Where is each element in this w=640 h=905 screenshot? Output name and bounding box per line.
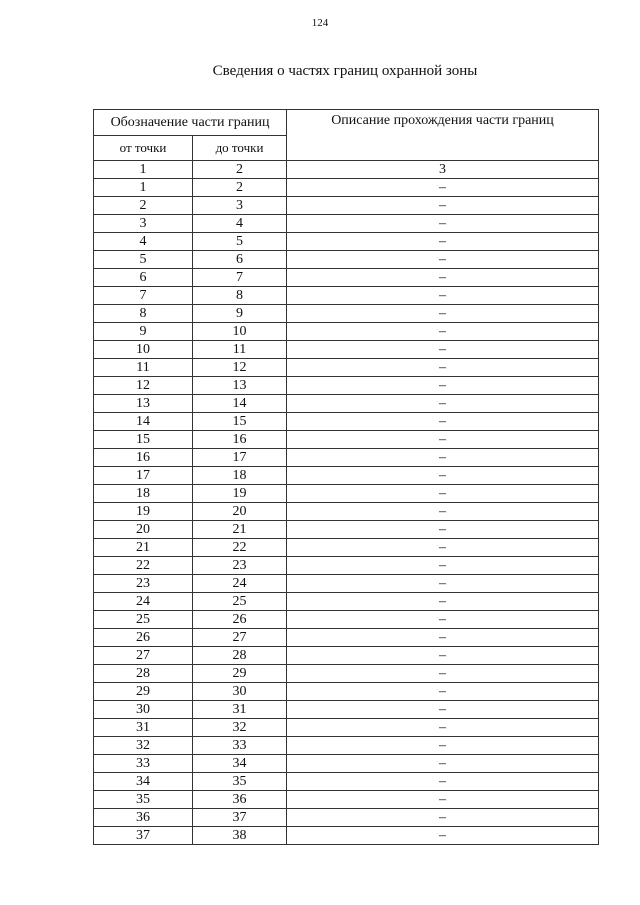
- cell-to-point: 16: [193, 431, 287, 449]
- cell-from-point: 4: [94, 233, 193, 251]
- cell-to-point: 21: [193, 521, 287, 539]
- table-row: [94, 593, 599, 611]
- table-row: [94, 431, 599, 449]
- cell-to-point: 27: [193, 629, 287, 647]
- header-from-point: от точки: [94, 136, 193, 161]
- table-row: [94, 557, 599, 575]
- cell-from-point: 2: [94, 197, 193, 215]
- cell-description: –: [287, 521, 599, 539]
- cell-to-point: 12: [193, 359, 287, 377]
- table-row: [94, 611, 599, 629]
- cell-from-point: 26: [94, 629, 193, 647]
- cell-to-point: 5: [193, 233, 287, 251]
- cell-description: –: [287, 233, 599, 251]
- table-row: [94, 503, 599, 521]
- table-row: [94, 737, 599, 755]
- cell-description: –: [287, 395, 599, 413]
- table-row: [94, 449, 599, 467]
- cell-to-point: 10: [193, 323, 287, 341]
- cell-from-point: 8: [94, 305, 193, 323]
- cell-description: –: [287, 539, 599, 557]
- table-row: [94, 467, 599, 485]
- cell-description: –: [287, 413, 599, 431]
- cell-to-point: 4: [193, 215, 287, 233]
- cell-from-point: 20: [94, 521, 193, 539]
- cell-description: –: [287, 737, 599, 755]
- column-number: 2: [193, 161, 287, 179]
- cell-to-point: 36: [193, 791, 287, 809]
- table-row: [94, 719, 599, 737]
- cell-to-point: 31: [193, 701, 287, 719]
- cell-description: –: [287, 197, 599, 215]
- table-row: [94, 791, 599, 809]
- table-row: [94, 251, 599, 269]
- table-row: [94, 809, 599, 827]
- cell-to-point: 14: [193, 395, 287, 413]
- boundary-parts-table: [93, 109, 599, 845]
- cell-description: –: [287, 827, 599, 845]
- cell-description: –: [287, 683, 599, 701]
- table-row: [94, 395, 599, 413]
- cell-description: –: [287, 359, 599, 377]
- cell-from-point: 18: [94, 485, 193, 503]
- cell-from-point: 31: [94, 719, 193, 737]
- table-row: [94, 575, 599, 593]
- cell-from-point: 37: [94, 827, 193, 845]
- cell-from-point: 1: [94, 179, 193, 197]
- cell-description: –: [287, 179, 599, 197]
- cell-from-point: 24: [94, 593, 193, 611]
- cell-from-point: 19: [94, 503, 193, 521]
- cell-from-point: 22: [94, 557, 193, 575]
- cell-from-point: 7: [94, 287, 193, 305]
- cell-from-point: 35: [94, 791, 193, 809]
- table-row: [94, 305, 599, 323]
- cell-from-point: 5: [94, 251, 193, 269]
- document-title: Сведения о частях границ охранной зоны: [212, 63, 478, 79]
- cell-to-point: 24: [193, 575, 287, 593]
- cell-description: –: [287, 593, 599, 611]
- table-row: [94, 377, 599, 395]
- cell-description: –: [287, 269, 599, 287]
- cell-description: –: [287, 629, 599, 647]
- cell-description: –: [287, 485, 599, 503]
- cell-from-point: 25: [94, 611, 193, 629]
- cell-description: –: [287, 701, 599, 719]
- table-row: [94, 413, 599, 431]
- cell-to-point: 29: [193, 665, 287, 683]
- cell-description: –: [287, 665, 599, 683]
- table-row: [94, 215, 599, 233]
- cell-from-point: 16: [94, 449, 193, 467]
- cell-to-point: 32: [193, 719, 287, 737]
- cell-to-point: 18: [193, 467, 287, 485]
- cell-description: –: [287, 503, 599, 521]
- cell-from-point: 36: [94, 809, 193, 827]
- cell-to-point: 15: [193, 413, 287, 431]
- cell-description: –: [287, 341, 599, 359]
- table-row: [94, 287, 599, 305]
- cell-description: –: [287, 719, 599, 737]
- cell-from-point: 9: [94, 323, 193, 341]
- table-row: [94, 197, 599, 215]
- cell-to-point: 35: [193, 773, 287, 791]
- cell-from-point: 28: [94, 665, 193, 683]
- cell-description: –: [287, 287, 599, 305]
- header-to-point: до точки: [193, 136, 287, 161]
- cell-from-point: 30: [94, 701, 193, 719]
- table-row: [94, 773, 599, 791]
- table-row: [94, 827, 599, 845]
- cell-from-point: 32: [94, 737, 193, 755]
- cell-to-point: 17: [193, 449, 287, 467]
- cell-from-point: 10: [94, 341, 193, 359]
- column-number: 3: [287, 161, 599, 179]
- cell-to-point: 8: [193, 287, 287, 305]
- cell-to-point: 30: [193, 683, 287, 701]
- cell-from-point: 33: [94, 755, 193, 773]
- cell-to-point: 38: [193, 827, 287, 845]
- table-row: [94, 269, 599, 287]
- column-number-row: [94, 161, 599, 179]
- cell-to-point: 22: [193, 539, 287, 557]
- table-row: [94, 683, 599, 701]
- cell-from-point: 3: [94, 215, 193, 233]
- cell-to-point: 11: [193, 341, 287, 359]
- cell-description: –: [287, 431, 599, 449]
- cell-description: –: [287, 323, 599, 341]
- table-row: [94, 629, 599, 647]
- cell-from-point: 13: [94, 395, 193, 413]
- cell-description: –: [287, 809, 599, 827]
- cell-description: –: [287, 377, 599, 395]
- cell-to-point: 23: [193, 557, 287, 575]
- cell-to-point: 9: [193, 305, 287, 323]
- cell-description: –: [287, 467, 599, 485]
- table-row: [94, 647, 599, 665]
- cell-to-point: 25: [193, 593, 287, 611]
- cell-description: –: [287, 791, 599, 809]
- cell-to-point: 13: [193, 377, 287, 395]
- header-boundary-description: Описание прохождения части границ: [287, 110, 599, 161]
- page-number: 124: [311, 17, 329, 29]
- table-row: [94, 323, 599, 341]
- cell-description: –: [287, 557, 599, 575]
- cell-from-point: 34: [94, 773, 193, 791]
- cell-to-point: 2: [193, 179, 287, 197]
- cell-from-point: 12: [94, 377, 193, 395]
- cell-description: –: [287, 449, 599, 467]
- table-row: [94, 755, 599, 773]
- cell-to-point: 6: [193, 251, 287, 269]
- cell-to-point: 33: [193, 737, 287, 755]
- cell-from-point: 29: [94, 683, 193, 701]
- table-row: [94, 701, 599, 719]
- cell-from-point: 23: [94, 575, 193, 593]
- table-row: [94, 539, 599, 557]
- cell-to-point: 34: [193, 755, 287, 773]
- cell-from-point: 21: [94, 539, 193, 557]
- cell-from-point: 27: [94, 647, 193, 665]
- cell-to-point: 3: [193, 197, 287, 215]
- cell-description: –: [287, 575, 599, 593]
- table-row: [94, 521, 599, 539]
- cell-description: –: [287, 611, 599, 629]
- cell-from-point: 15: [94, 431, 193, 449]
- table-row: [94, 341, 599, 359]
- cell-from-point: 11: [94, 359, 193, 377]
- cell-description: –: [287, 215, 599, 233]
- table-row: [94, 359, 599, 377]
- cell-description: –: [287, 251, 599, 269]
- cell-description: –: [287, 755, 599, 773]
- cell-description: –: [287, 773, 599, 791]
- cell-from-point: 6: [94, 269, 193, 287]
- cell-to-point: 19: [193, 485, 287, 503]
- header-boundary-designation: Обозначение части границ: [94, 110, 287, 136]
- cell-to-point: 26: [193, 611, 287, 629]
- table-row: [94, 179, 599, 197]
- cell-from-point: 14: [94, 413, 193, 431]
- column-number: 1: [94, 161, 193, 179]
- table-row: [94, 665, 599, 683]
- cell-to-point: 7: [193, 269, 287, 287]
- table-row: [94, 485, 599, 503]
- cell-to-point: 37: [193, 809, 287, 827]
- cell-to-point: 28: [193, 647, 287, 665]
- cell-to-point: 20: [193, 503, 287, 521]
- cell-description: –: [287, 305, 599, 323]
- cell-from-point: 17: [94, 467, 193, 485]
- table-row: [94, 233, 599, 251]
- cell-description: –: [287, 647, 599, 665]
